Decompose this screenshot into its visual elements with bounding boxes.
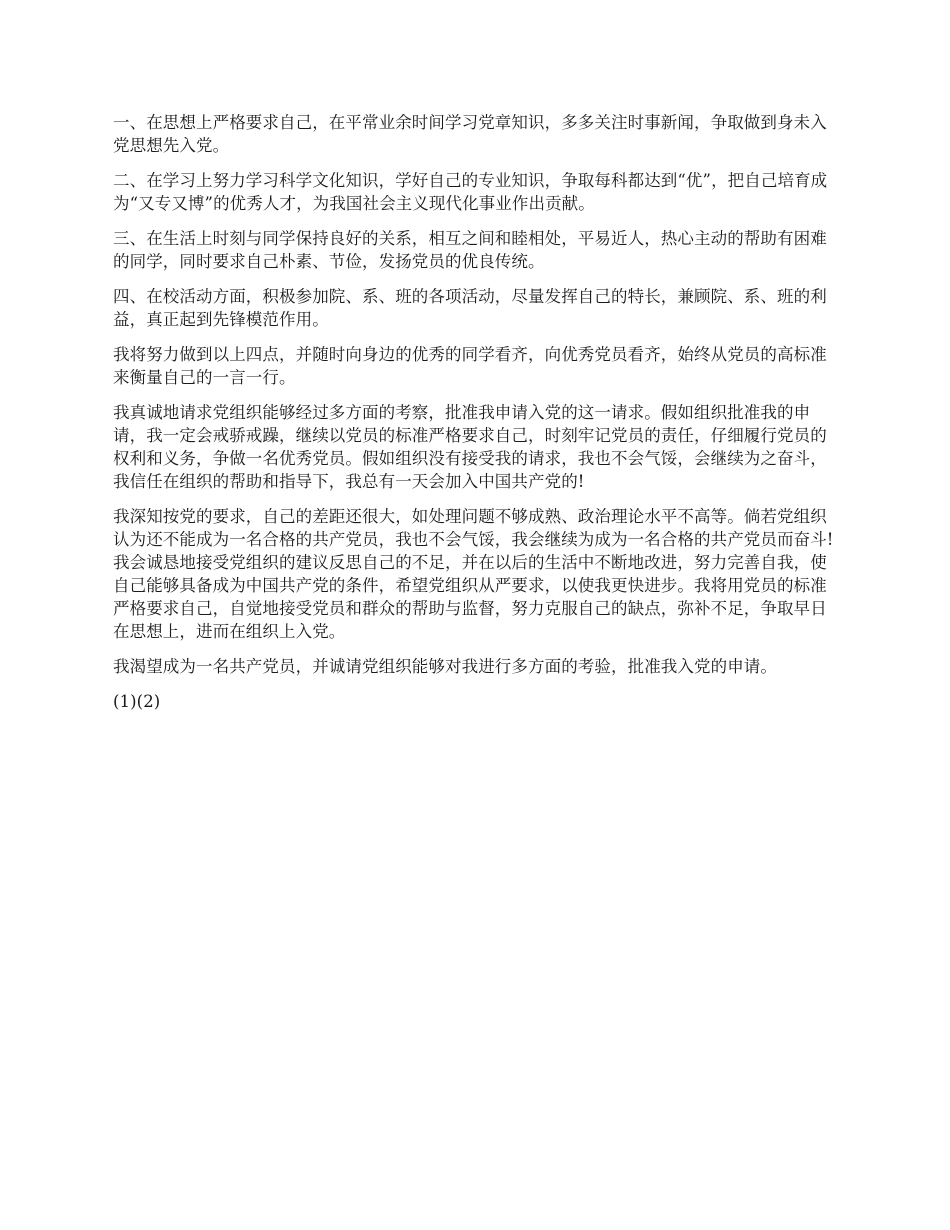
paragraph-5: 我将努力做到以上四点，并随时向身边的优秀的同学看齐，向优秀党员看齐，始终从党员的高标准来衡量自己的一言一行。	[113, 345, 827, 387]
paragraph-1: 一、在思想上严格要求自己，在平常业余时间学习党章知识，多多关注时事新闻，争取做到身未入党思想先入党。	[113, 113, 827, 155]
document-body	[113, 111, 843, 713]
page-footnote: (1)(2)	[113, 692, 161, 711]
paragraph-8: 我渴望成为一名共产党员，并诚请党组织能够对我进行多方面的考验，批准我入党的申请。	[113, 657, 777, 676]
paragraph-4: 四、在校活动方面，积极参加院、系、班的各项活动，尽量发挥自己的特长，兼顾院、系、班的利益，真正起到先锋模范作用。	[113, 287, 827, 329]
paragraph-7: 我深知按党的要求，自己的差距还很大，如处理问题不够成熟、政治理论水平不高等。倘若党组织认为还不能成为一名合格的共产党员，我也不会气馁，我会继续为成为一名合格的共产党员而奋斗!我会诚恳地接受党组织的建议反思自己的不足，并在以后的生活中不断地改进，努力完善自我，使自己能够具备成为中国共产党的条件，希望党组织从严要求，以使我更快进步。我将用党员的标准严格要求自己，自觉地接受党员和群众的帮助与监督，努力克服自己的缺点，弥补不足，争取早日在思想上，进而在组织上入党。	[113, 507, 834, 641]
paragraph-3: 三、在生活上时刻与同学保持良好的关系，相互之间和睦相处，平易近人，热心主动的帮助有困难的同学，同时要求自己朴素、节俭，发扬党员的优良传统。	[113, 229, 827, 271]
paragraph-2: 二、在学习上努力学习科学文化知识，学好自己的专业知识，争取每科都达到“优”，把自己培育成为“又专又博”的优秀人才，为我国社会主义现代化事业作出贡献。	[113, 171, 828, 213]
paragraph-6: 我真诚地请求党组织能够经过多方面的考察，批准我申请入党的这一请求。假如组织批准我的申请，我一定会戒骄戒躁，继续以党员的标准严格要求自己，时刻牢记党员的责任，仔细履行党员的权利和义务，争做一名优秀党员。假如组织没有接受我的请求，我也不会气馁，会继续为之奋斗，我信任在组织的帮助和指导下，我总有一天会加入中国共产党的!	[113, 403, 827, 491]
